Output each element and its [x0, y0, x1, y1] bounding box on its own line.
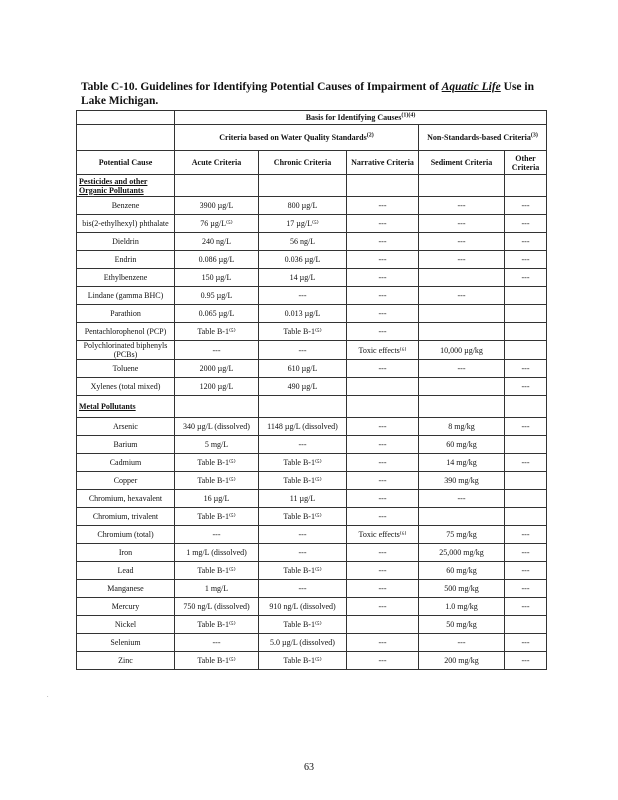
chronic-cell: Table B-1⁽⁵⁾ [259, 652, 347, 670]
acute-cell: Table B-1⁽⁵⁾ [175, 472, 259, 490]
other-cell [505, 341, 547, 360]
acute-cell: Table B-1⁽⁵⁾ [175, 652, 259, 670]
other-cell: --- [505, 215, 547, 233]
sediment-cell: 60 mg/kg [419, 562, 505, 580]
sediment-cell: 200 mg/kg [419, 652, 505, 670]
chronic-cell: 11 µg/L [259, 490, 347, 508]
cause-cell: Selenium [77, 634, 175, 652]
acute-cell: Table B-1⁽⁵⁾ [175, 454, 259, 472]
sediment-cell: --- [419, 197, 505, 215]
table-row [77, 341, 547, 360]
other-cell [505, 436, 547, 454]
chronic-cell: 0.036 µg/L [259, 251, 347, 269]
chronic-cell: 1148 µg/L (dissolved) [259, 418, 347, 436]
other-cell: --- [505, 526, 547, 544]
other-cell: --- [505, 251, 547, 269]
narrative-cell: --- [347, 652, 419, 670]
chronic-cell: 490 µg/L [259, 378, 347, 396]
narrative-cell: --- [347, 634, 419, 652]
other-cell: --- [505, 652, 547, 670]
acute-cell: 150 µg/L [175, 269, 259, 287]
acute-cell: Table B-1⁽⁵⁾ [175, 508, 259, 526]
other-cell: --- [505, 544, 547, 562]
section-blank-cell [175, 175, 259, 197]
sediment-cell: --- [419, 490, 505, 508]
table-row [77, 526, 547, 544]
header-chronic: Chronic Criteria [259, 151, 347, 175]
narrative-cell: --- [347, 490, 419, 508]
chronic-cell: 14 µg/L [259, 269, 347, 287]
cause-cell: Parathion [77, 305, 175, 323]
table-row [77, 251, 547, 269]
sediment-cell: 500 mg/kg [419, 580, 505, 598]
chronic-cell: 610 µg/L [259, 360, 347, 378]
cause-cell: Benzene [77, 197, 175, 215]
acute-cell: 0.95 µg/L [175, 287, 259, 305]
table-row [77, 305, 547, 323]
table-row [77, 197, 547, 215]
sediment-cell: 390 mg/kg [419, 472, 505, 490]
table-row [77, 634, 547, 652]
cause-cell: Manganese [77, 580, 175, 598]
table-row [77, 652, 547, 670]
table-row [77, 436, 547, 454]
sediment-cell: 10,000 µg/kg [419, 341, 505, 360]
cause-cell: Pentachlorophenol (PCP) [77, 323, 175, 341]
chronic-cell: --- [259, 580, 347, 598]
acute-cell: 0.086 µg/L [175, 251, 259, 269]
other-cell: --- [505, 598, 547, 616]
cause-cell: bis(2-ethylhexyl) phthalate [77, 215, 175, 233]
chronic-cell: 0.013 µg/L [259, 305, 347, 323]
acute-cell: Table B-1⁽⁵⁾ [175, 323, 259, 341]
chronic-cell: Table B-1⁽⁵⁾ [259, 616, 347, 634]
header-potential-cause: Potential Cause [77, 151, 175, 175]
table-row [77, 454, 547, 472]
sediment-cell: --- [419, 360, 505, 378]
section-blank-cell [419, 396, 505, 418]
sediment-cell: 8 mg/kg [419, 418, 505, 436]
table-body [77, 175, 547, 670]
narrative-cell: --- [347, 598, 419, 616]
sediment-cell: 14 mg/kg [419, 454, 505, 472]
cause-cell: Dieldrin [77, 233, 175, 251]
table-row [77, 580, 547, 598]
section-header-row [77, 175, 547, 197]
guidelines-table [76, 110, 547, 670]
other-cell: --- [505, 360, 547, 378]
acute-cell: --- [175, 341, 259, 360]
header-basis: Basis for Identifying Causes$^{(1)(4)}$ [175, 111, 547, 125]
header-nonstd: Non-Standards-based Criteria$^{(3)}$ [419, 125, 547, 151]
narrative-cell: --- [347, 454, 419, 472]
narrative-cell: --- [347, 269, 419, 287]
narrative-cell: --- [347, 215, 419, 233]
sediment-cell [419, 323, 505, 341]
other-cell [505, 287, 547, 305]
cause-cell: Lead [77, 562, 175, 580]
table-row [77, 598, 547, 616]
section-blank-cell [505, 175, 547, 197]
header-blank [77, 111, 175, 125]
table-row [77, 508, 547, 526]
sediment-cell [419, 508, 505, 526]
sediment-cell: 50 mg/kg [419, 616, 505, 634]
chronic-cell: Table B-1⁽⁵⁾ [259, 323, 347, 341]
other-cell: --- [505, 562, 547, 580]
narrative-cell: --- [347, 305, 419, 323]
sediment-cell: 60 mg/kg [419, 436, 505, 454]
narrative-cell: --- [347, 233, 419, 251]
cause-cell: Zinc [77, 652, 175, 670]
sediment-cell: --- [419, 233, 505, 251]
cause-cell: Xylenes (total mixed) [77, 378, 175, 396]
table-row [77, 562, 547, 580]
caption-emphasis: Aquatic Life [441, 81, 501, 93]
other-cell: --- [505, 269, 547, 287]
cause-cell: Chromium (total) [77, 526, 175, 544]
page-number: 63 [304, 762, 314, 773]
chronic-cell: 56 ng/L [259, 233, 347, 251]
chronic-cell: 17 µg/L⁽⁵⁾ [259, 215, 347, 233]
acute-cell: Table B-1⁽⁵⁾ [175, 616, 259, 634]
cause-cell: Nickel [77, 616, 175, 634]
acute-cell: Table B-1⁽⁵⁾ [175, 562, 259, 580]
narrative-cell: --- [347, 580, 419, 598]
sediment-cell: 75 mg/kg [419, 526, 505, 544]
table-row [77, 233, 547, 251]
header-acute: Acute Criteria [175, 151, 259, 175]
other-cell [505, 305, 547, 323]
narrative-cell: --- [347, 436, 419, 454]
cause-cell: Barium [77, 436, 175, 454]
sediment-cell: --- [419, 251, 505, 269]
chronic-cell: 5.0 µg/L (dissolved) [259, 634, 347, 652]
header-narrative: Narrative Criteria [347, 151, 419, 175]
margin-mark: . [47, 693, 49, 699]
cause-cell: Ethylbenzene [77, 269, 175, 287]
acute-cell: 750 ng/L (dissolved) [175, 598, 259, 616]
header-wqs: Criteria based on Water Quality Standards$^{(2)}$ [175, 125, 419, 151]
acute-cell: 1 mg/L (dissolved) [175, 544, 259, 562]
section-title: Pesticides and other Organic Pollutants [77, 175, 175, 197]
other-cell: --- [505, 634, 547, 652]
cause-cell: Toluene [77, 360, 175, 378]
sediment-cell [419, 378, 505, 396]
chronic-cell: --- [259, 544, 347, 562]
table-row [77, 544, 547, 562]
acute-cell: --- [175, 526, 259, 544]
cause-cell: Chromium, hexavalent [77, 490, 175, 508]
narrative-cell: Toxic effects⁽⁶⁾ [347, 341, 419, 360]
chronic-cell: --- [259, 436, 347, 454]
chronic-cell: Table B-1⁽⁵⁾ [259, 454, 347, 472]
header-blank-2 [77, 125, 175, 151]
table-row [77, 360, 547, 378]
narrative-cell: --- [347, 251, 419, 269]
narrative-cell: --- [347, 472, 419, 490]
sediment-cell [419, 269, 505, 287]
section-blank-cell [419, 175, 505, 197]
acute-cell: 1200 µg/L [175, 378, 259, 396]
caption-suffix: Use in Lake Michigan. [81, 81, 534, 107]
section-blank-cell [259, 396, 347, 418]
sediment-cell: --- [419, 634, 505, 652]
table-row [77, 323, 547, 341]
table-caption [81, 80, 551, 108]
narrative-cell: --- [347, 544, 419, 562]
cause-cell: Endrin [77, 251, 175, 269]
cause-cell: Mercury [77, 598, 175, 616]
table-row [77, 418, 547, 436]
narrative-cell [347, 378, 419, 396]
table-row [77, 215, 547, 233]
narrative-cell [347, 616, 419, 634]
chronic-cell: 910 ng/L (dissolved) [259, 598, 347, 616]
cause-cell: Lindane (gamma BHC) [77, 287, 175, 305]
acute-cell: --- [175, 634, 259, 652]
chronic-cell: 800 µg/L [259, 197, 347, 215]
narrative-cell: --- [347, 562, 419, 580]
acute-cell: 240 ng/L [175, 233, 259, 251]
other-cell [505, 490, 547, 508]
table-row [77, 490, 547, 508]
other-cell: --- [505, 418, 547, 436]
narrative-cell: --- [347, 287, 419, 305]
other-cell: --- [505, 197, 547, 215]
chronic-cell: --- [259, 287, 347, 305]
acute-cell: 340 µg/L (dissolved) [175, 418, 259, 436]
section-blank-cell [347, 175, 419, 197]
acute-cell: 16 µg/L [175, 490, 259, 508]
narrative-cell: Toxic effects⁽⁶⁾ [347, 526, 419, 544]
section-blank-cell [259, 175, 347, 197]
header-sediment: Sediment Criteria [419, 151, 505, 175]
other-cell [505, 616, 547, 634]
section-title: Metal Pollutants [77, 396, 175, 418]
section-blank-cell [347, 396, 419, 418]
acute-cell: 3900 µg/L [175, 197, 259, 215]
other-cell: --- [505, 580, 547, 598]
other-cell [505, 508, 547, 526]
acute-cell: 1 mg/L [175, 580, 259, 598]
table-row [77, 287, 547, 305]
cause-cell: Copper [77, 472, 175, 490]
table-row [77, 616, 547, 634]
narrative-cell: --- [347, 360, 419, 378]
header-other: Other Criteria [505, 151, 547, 175]
acute-cell: 76 µg/L⁽⁵⁾ [175, 215, 259, 233]
table-row [77, 269, 547, 287]
sediment-cell [419, 305, 505, 323]
section-blank-cell [175, 396, 259, 418]
other-cell [505, 323, 547, 341]
table-row [77, 378, 547, 396]
other-cell: --- [505, 454, 547, 472]
acute-cell: 5 mg/L [175, 436, 259, 454]
narrative-cell: --- [347, 418, 419, 436]
section-blank-cell [505, 396, 547, 418]
narrative-cell: --- [347, 197, 419, 215]
cause-cell: Polychlorinated biphenyls (PCBs) [77, 341, 175, 360]
other-cell [505, 472, 547, 490]
cause-cell: Chromium, trivalent [77, 508, 175, 526]
other-cell: --- [505, 378, 547, 396]
chronic-cell: --- [259, 341, 347, 360]
section-header-row [77, 396, 547, 418]
other-cell: --- [505, 233, 547, 251]
sediment-cell: --- [419, 215, 505, 233]
sediment-cell: 25,000 mg/kg [419, 544, 505, 562]
chronic-cell: Table B-1⁽⁵⁾ [259, 508, 347, 526]
acute-cell: 0.065 µg/L [175, 305, 259, 323]
cause-cell: Cadmium [77, 454, 175, 472]
sediment-cell: 1.0 mg/kg [419, 598, 505, 616]
sediment-cell: --- [419, 287, 505, 305]
cause-cell: Arsenic [77, 418, 175, 436]
cause-cell: Iron [77, 544, 175, 562]
narrative-cell: --- [347, 323, 419, 341]
acute-cell: 2000 µg/L [175, 360, 259, 378]
chronic-cell: Table B-1⁽⁵⁾ [259, 562, 347, 580]
narrative-cell: --- [347, 508, 419, 526]
caption-prefix: Table C-10. Guidelines for Identifying Potential Causes of Impairment of [81, 81, 442, 93]
chronic-cell: Table B-1⁽⁵⁾ [259, 472, 347, 490]
chronic-cell: --- [259, 526, 347, 544]
table-row [77, 472, 547, 490]
